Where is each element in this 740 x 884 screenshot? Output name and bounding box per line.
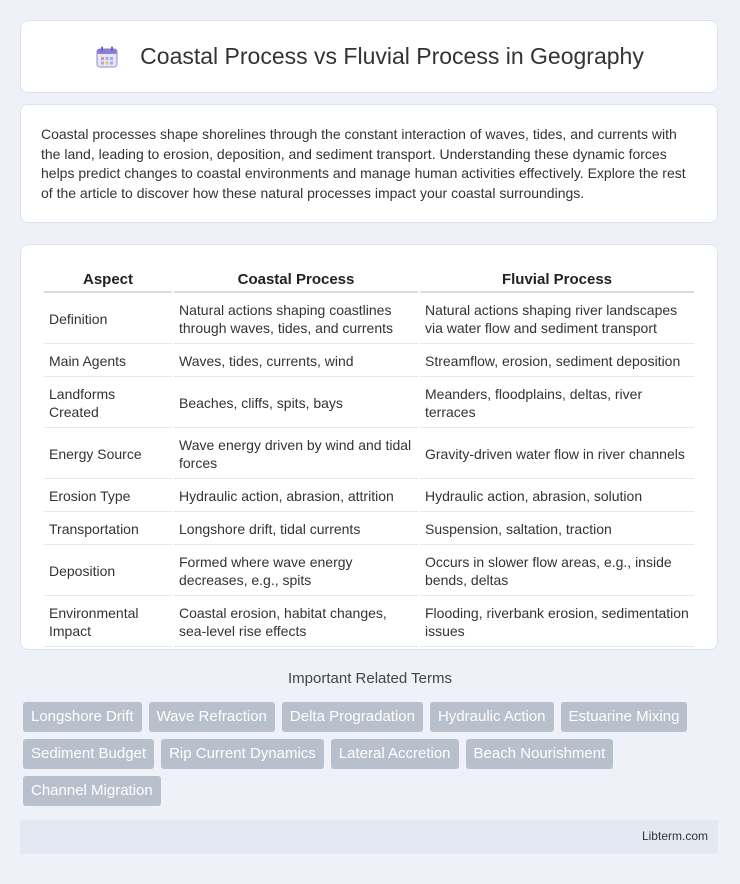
header-coastal: Coastal Process: [174, 267, 418, 293]
table-row: [44, 547, 694, 596]
coastal-cell: Formed where wave energy decreases, e.g., spits: [174, 547, 418, 596]
title-card: [20, 20, 718, 93]
header-fluvial: Fluvial Process: [420, 267, 694, 293]
related-term-tag[interactable]: Delta Progradation: [282, 702, 423, 732]
fluvial-cell: Natural actions shaping river landscapes via water flow and sediment transport: [420, 295, 694, 344]
aspect-cell: Environmental Impact: [44, 598, 172, 647]
fluvial-cell: Meanders, floodplains, deltas, river terraces: [420, 379, 694, 428]
aspect-cell: Energy Source: [44, 430, 172, 479]
table-header-row: [44, 267, 694, 293]
related-term-tag[interactable]: Longshore Drift: [23, 702, 142, 732]
aspect-cell: Erosion Type: [44, 481, 172, 512]
related-term-tag[interactable]: Estuarine Mixing: [561, 702, 688, 732]
table-row: [44, 598, 694, 647]
fluvial-cell: Streamflow, erosion, sediment deposition: [420, 346, 694, 377]
aspect-cell: Transportation: [44, 514, 172, 545]
table-row: [44, 295, 694, 344]
coastal-cell: Hydraulic action, abrasion, attrition: [174, 481, 418, 512]
related-term-tag[interactable]: Lateral Accretion: [331, 739, 459, 769]
coastal-cell: Wave energy driven by wind and tidal forces: [174, 430, 418, 479]
related-terms-title: Important Related Terms: [288, 670, 452, 687]
related-term-tag[interactable]: Wave Refraction: [149, 702, 275, 732]
coastal-cell: Beaches, cliffs, spits, bays: [174, 379, 418, 428]
comparison-table: [42, 265, 696, 649]
header-aspect: Aspect: [44, 267, 172, 293]
fluvial-cell: Hydraulic action, abrasion, solution: [420, 481, 694, 512]
coastal-cell: Waves, tides, currents, wind: [174, 346, 418, 377]
fluvial-cell: Suspension, saltation, traction: [420, 514, 694, 545]
table-row: [44, 481, 694, 512]
related-term-tag[interactable]: Sediment Budget: [23, 739, 154, 769]
aspect-cell: Definition: [44, 295, 172, 344]
related-term-tag[interactable]: Rip Current Dynamics: [161, 739, 324, 769]
footer-site-link[interactable]: Libterm.com: [641, 829, 708, 843]
calendar-icon: [94, 44, 120, 70]
related-term-tag[interactable]: Hydraulic Action: [430, 702, 554, 732]
coastal-cell: Coastal erosion, habitat changes, sea-level rise effects: [174, 598, 418, 647]
table-row: [44, 430, 694, 479]
comparison-card: [20, 244, 718, 650]
fluvial-cell: Gravity-driven water flow in river channels: [420, 430, 694, 479]
footer: [20, 820, 718, 854]
related-term-tag[interactable]: Beach Nourishment: [466, 739, 614, 769]
related-terms-list: [23, 702, 723, 806]
aspect-cell: Main Agents: [44, 346, 172, 377]
aspect-cell: Landforms Created: [44, 379, 172, 428]
related-term-tag[interactable]: Channel Migration: [23, 776, 161, 806]
fluvial-cell: Flooding, riverbank erosion, sedimentation issues: [420, 598, 694, 647]
coastal-cell: Natural actions shaping coastlines through waves, tides, and currents: [174, 295, 418, 344]
aspect-cell: Deposition: [44, 547, 172, 596]
table-row: [44, 346, 694, 377]
intro-card: [20, 104, 718, 223]
coastal-cell: Longshore drift, tidal currents: [174, 514, 418, 545]
table-row: [44, 379, 694, 428]
table-row: [44, 514, 694, 545]
page-title: Coastal Process vs Fluvial Process in Geography: [140, 43, 644, 69]
intro-paragraph: Coastal processes shape shorelines through the constant interaction of waves, tides, and currents with the land, leading to erosion, deposition, and sediment transport. Understanding these dynamic forces helps predict changes to coastal environments and manage human activities effectively. Explore the rest of the article to discover how these natural processes impact your coastal surroundings.: [41, 126, 686, 201]
fluvial-cell: Occurs in slower flow areas, e.g., inside bends, deltas: [420, 547, 694, 596]
